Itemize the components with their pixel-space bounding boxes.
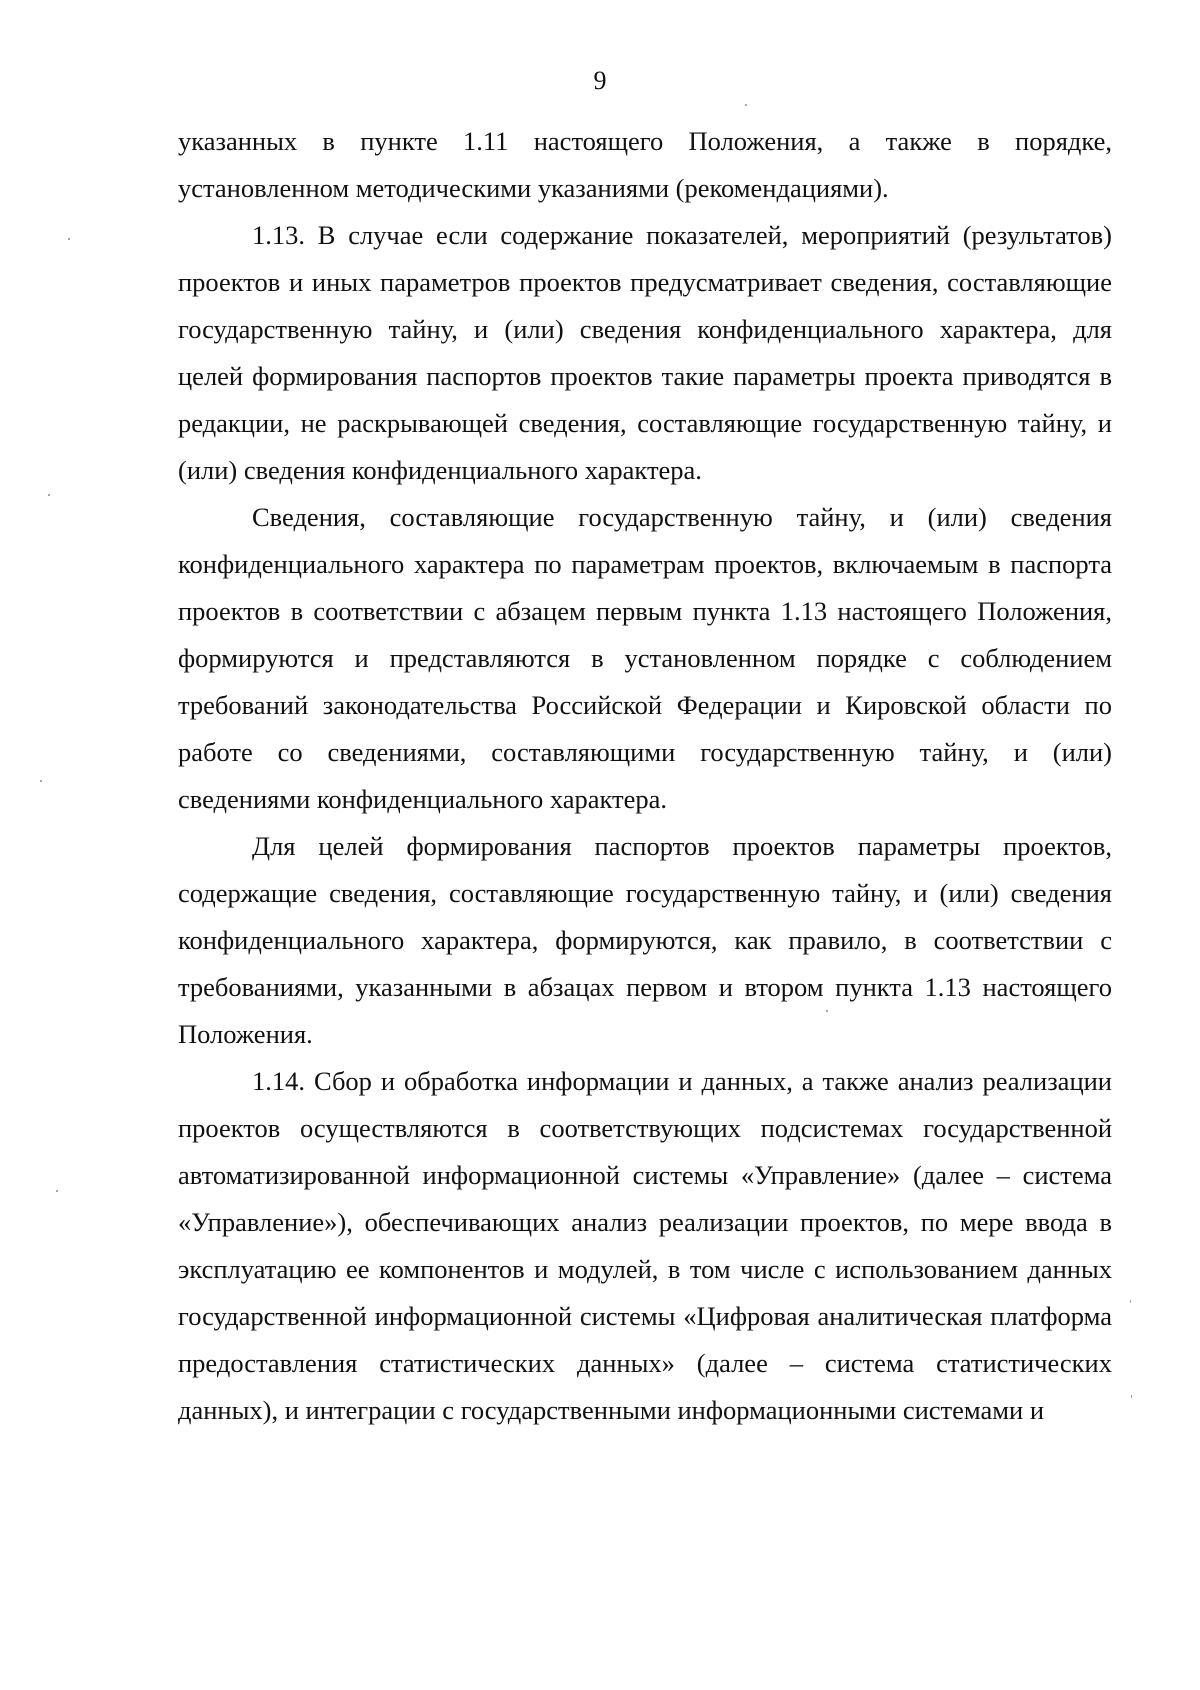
scan-speck	[68, 238, 70, 240]
paragraph-clause-1-14: 1.14. Сбор и обработка информации и данных, а также анализ реализации проектов осуществляются в соответствующих подсистемах государственной автоматизированной информационной системы «Управление» (далее – система «Управление»), обеспечивающих анализ реализации проектов, по мере ввода в эксплуатацию ее компонентов и модулей, в том числе с использованием данных государственной информационной системы «Цифровая аналитическая платформа предоставления статистических данных» (далее – система статистических данных), и интеграции с государственными информационными системами и	[178, 1066, 1112, 1425]
scan-speck	[48, 494, 50, 496]
paragraph-classified-info: Сведения, составляющие государственную тайну, и (или) сведения конфиденциального характера по параметрам проектов, включаемым в паспорта проектов в соответствии с абзацем первым пункта 1.13 настоящего Положения, формируются и представляются в установленном порядке с соблюдением требований законодательства Российской Федерации и Кировской области по работе со сведениями, составляющими государственную тайну, и (или) сведениями конфиденциального характера.	[178, 502, 1112, 814]
scan-speck	[40, 780, 42, 782]
document-body	[178, 118, 1112, 1434]
scan-speck	[1131, 1395, 1132, 1398]
scan-speck	[1130, 1300, 1131, 1303]
scan-speck	[745, 104, 747, 106]
page-number: 9	[593, 66, 607, 95]
scan-speck	[826, 1010, 828, 1012]
paragraph-passport-parameters: Для целей формирования паспортов проектов параметры проектов, содержащие сведения, составляющие государственную тайну, и (или) сведения конфиденциального характера, формируются, как правило, в соответствии с требованиями, указанными в абзацах первом и втором пункта 1.13 настоящего Положения.	[178, 831, 1112, 1049]
scan-speck	[56, 1190, 58, 1192]
paragraph-continuation: указанных в пункте 1.11 настоящего Положения, а также в порядке, установленном методическими указаниями (рекомендациями).	[178, 126, 1112, 203]
paragraph-clause-1-13: 1.13. В случае если содержание показателей, мероприятий (результатов) проектов и иных параметров проектов предусматривает сведения, составляющие государственную тайну, и (или) сведения конфиденциального характера, для целей формирования паспортов проектов такие параметры проекта приводятся в редакции, не раскрывающей сведения, составляющие государственную тайну, и (или) сведения конфиденциального характера.	[178, 220, 1112, 485]
